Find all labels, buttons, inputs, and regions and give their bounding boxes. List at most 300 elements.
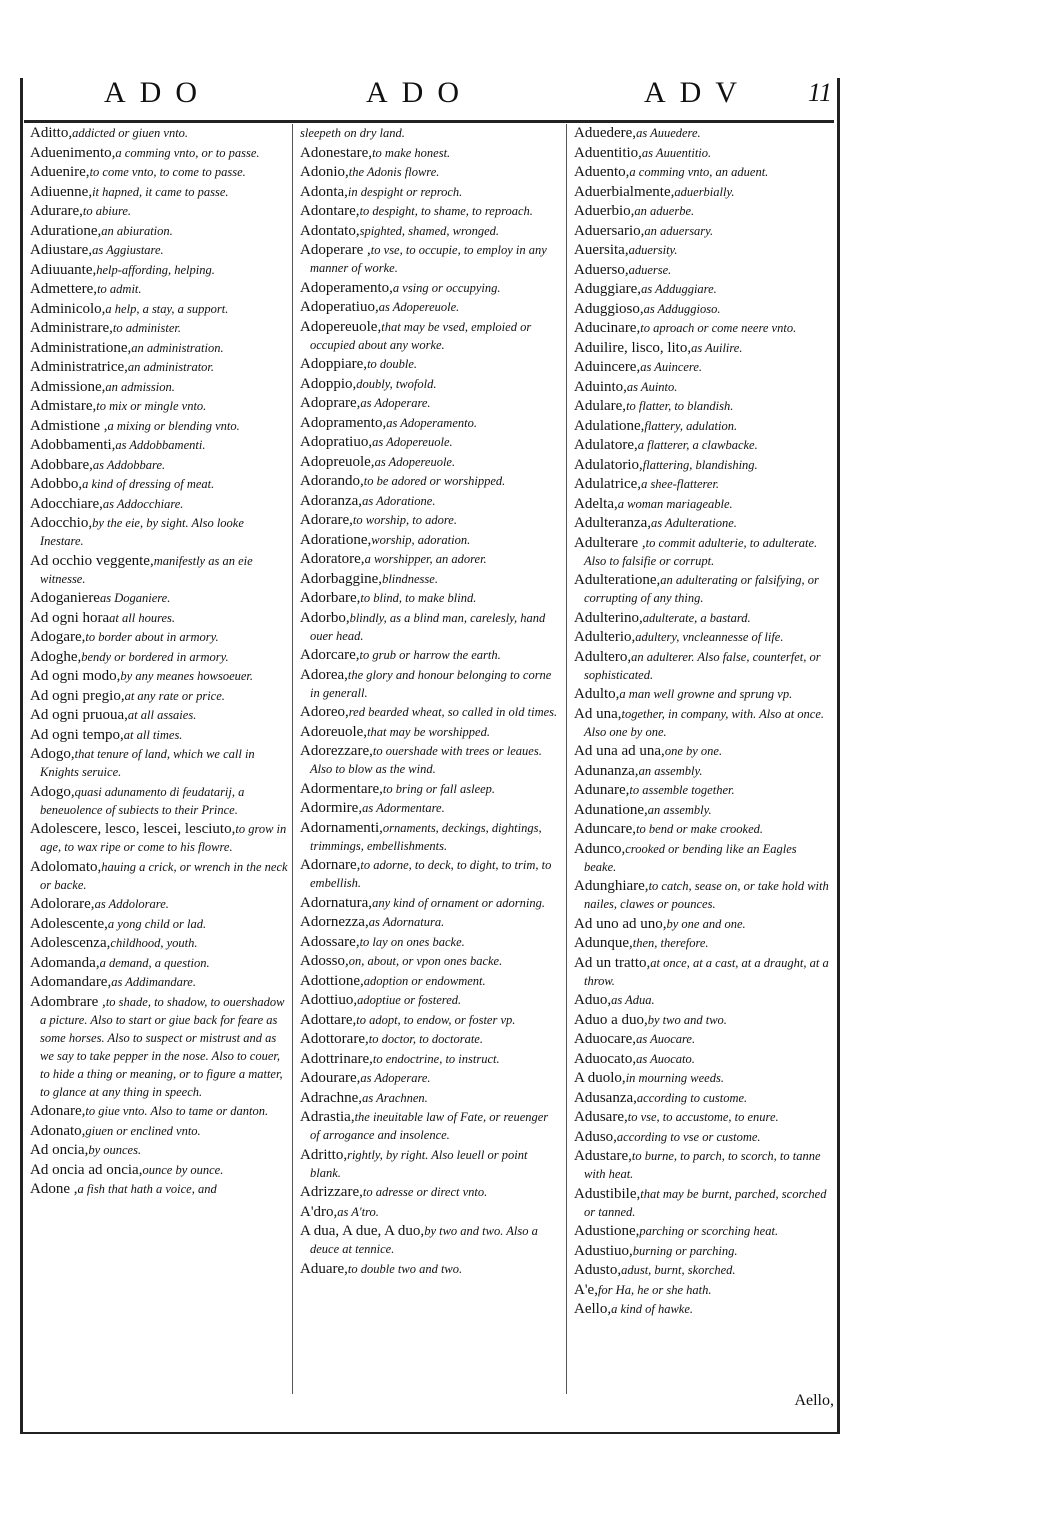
- entry-headword: A dua, A due, A duo,: [300, 1223, 425, 1239]
- dictionary-entry: [574, 1108, 830, 1126]
- entry-headword: Adulterino,: [574, 609, 643, 626]
- entry-definition: a help, a stay, a support.: [105, 301, 229, 316]
- entry-definition: that may be worshipped.: [367, 724, 490, 739]
- dictionary-entry: [300, 453, 558, 471]
- entry-headword: Ad una,: [574, 705, 622, 722]
- dictionary-entry: [574, 820, 830, 838]
- entry-definition: to lay on ones backe.: [359, 934, 465, 949]
- dictionary-entry: [574, 915, 830, 933]
- entry-definition: to flatter, to blandish.: [626, 399, 734, 413]
- entry-definition: that may be burnt, parched, scorched or tanned.: [584, 1186, 827, 1219]
- dictionary-entry: [574, 1281, 830, 1299]
- entry-definition: by the eie, by sight. Also looke Inestare.: [40, 516, 244, 548]
- entry-definition: blindnesse.: [382, 571, 438, 586]
- entry-headword: Administratione,: [30, 339, 132, 356]
- entry-headword: A duolo,: [574, 1070, 626, 1086]
- dictionary-entry: [300, 952, 558, 970]
- entry-headword: Adoreuole,: [300, 723, 368, 740]
- entry-definition: to vse, to accustome, to enure.: [627, 1110, 779, 1124]
- dictionary-entry: [30, 609, 288, 627]
- entry-definition: by ounces.: [88, 1143, 142, 1157]
- dictionary-entry: [300, 1108, 558, 1144]
- entry-headword: Ad occhio veggente,: [30, 552, 154, 569]
- entry-headword: Adorbo,: [300, 609, 350, 626]
- entry-definition: to burne, to parch, to scorch, to tanne with heat.: [584, 1149, 821, 1181]
- dictionary-entry: [300, 124, 558, 142]
- entry-definition: quasi adunamento di feudatarij, a beneuolence of subiects to their Prince.: [40, 784, 245, 817]
- entry-headword: Adoreo,: [300, 704, 349, 720]
- dictionary-entry: [300, 222, 558, 240]
- page-number: 11: [807, 78, 832, 107]
- entry-headword: Adornare,: [300, 857, 361, 873]
- entry-headword: Ad oncia,: [30, 1142, 89, 1158]
- entry-headword: Aduedere,: [574, 125, 637, 141]
- entry-headword: Adolescenza,: [30, 935, 111, 951]
- entry-headword: Adustare,: [574, 1148, 632, 1164]
- entry-headword: Adultero,: [574, 648, 632, 665]
- entry-headword: Adiustare,: [30, 242, 93, 258]
- dictionary-entry: [574, 417, 830, 435]
- entry-definition: a yong child or lad.: [107, 916, 207, 931]
- entry-definition: to ouershade with trees or leaues. Also to blow as the wind.: [310, 744, 542, 776]
- dictionary-entry: [30, 706, 288, 724]
- dictionary-entry: [574, 877, 830, 913]
- entry-definition: a man well growne and sprung vp.: [619, 687, 793, 701]
- entry-headword: Aello,: [574, 1301, 612, 1317]
- entry-headword: Aduggiare,: [574, 281, 642, 297]
- entry-headword: Adustiuo,: [574, 1242, 633, 1259]
- entry-headword: Adunatione,: [574, 801, 648, 818]
- dictionary-entry: [300, 163, 558, 181]
- entry-headword: Adormentare,: [300, 780, 383, 797]
- entry-definition: a demand, a question.: [99, 955, 210, 970]
- entry-definition: red bearded wheat, so called in old times.: [348, 705, 558, 719]
- entry-headword: Ad ogni tempo,: [30, 726, 124, 743]
- dictionary-entry: [300, 1011, 558, 1029]
- entry-definition: that tenure of land, which we call in Knights seruice.: [40, 747, 255, 779]
- entry-definition: as Auilire.: [691, 340, 743, 355]
- dictionary-entry: [30, 456, 288, 474]
- dictionary-entry: [574, 628, 830, 646]
- entry-definition: any kind of ornament or adorning.: [372, 895, 545, 910]
- dictionary-entry: [30, 300, 288, 318]
- entry-headword: Adulto,: [574, 686, 620, 702]
- dictionary-entry: [30, 222, 288, 240]
- entry-definition: to come vnto, to come to passe.: [89, 165, 246, 179]
- entry-definition: as Addobbare.: [92, 457, 166, 472]
- dictionary-entry: [30, 1102, 288, 1120]
- entry-definition: as Addimandare.: [111, 975, 196, 989]
- entry-definition: at all houres.: [109, 610, 176, 625]
- dictionary-entry: [574, 241, 830, 259]
- dictionary-entry: [30, 915, 288, 933]
- dictionary-entry: [30, 1141, 288, 1159]
- dictionary-entry: [574, 742, 830, 760]
- dictionary-entry: [574, 261, 830, 279]
- entry-definition: according to vse or custome.: [616, 1129, 761, 1144]
- dictionary-entry: [300, 933, 558, 951]
- dictionary-entry: [574, 514, 830, 532]
- dictionary-entry: [30, 514, 288, 550]
- dictionary-entry: [300, 894, 558, 912]
- entry-definition: to bend or make crooked.: [636, 822, 763, 836]
- dictionary-entry: [30, 280, 288, 298]
- entry-headword: Adolorare,: [30, 896, 95, 912]
- entry-headword: Adusto,: [574, 1262, 622, 1278]
- entry-definition: that may be vsed, emploied or occupied about any worke.: [310, 319, 532, 352]
- dictionary-entry: [574, 319, 830, 337]
- entry-definition: a worshipper, an adorer.: [364, 552, 487, 566]
- dictionary-entry: [300, 183, 558, 201]
- entry-definition: aduersity.: [628, 243, 678, 257]
- entry-headword: Aduento,: [574, 164, 630, 180]
- dictionary-entry: [30, 1122, 288, 1140]
- dictionary-entry: [574, 1011, 830, 1029]
- dictionary-entry: [30, 687, 288, 705]
- entry-headword: Adottrinare,: [300, 1050, 373, 1067]
- entry-definition: for Ha, he or she hath.: [597, 1282, 712, 1297]
- entry-headword: Adusanza,: [574, 1089, 637, 1106]
- entry-definition: adust, burnt, skorched.: [621, 1263, 736, 1277]
- dictionary-entry: [574, 1050, 830, 1068]
- entry-definition: to grow in age, to wax ripe or come to his flowre.: [40, 822, 287, 854]
- entry-headword: Adrizzare,: [300, 1184, 363, 1200]
- entry-definition: to blind, to make blind.: [360, 591, 477, 605]
- entry-definition: at all assaies.: [127, 708, 197, 722]
- dictionary-entry: [300, 1089, 558, 1107]
- entry-headword: Adonta,: [300, 183, 348, 200]
- entry-definition: to mix or mingle vnto.: [96, 399, 207, 413]
- entry-headword: Adustibile,: [574, 1185, 641, 1202]
- entry-headword: Adulatrice,: [574, 476, 642, 492]
- entry-headword: Admettere,: [30, 281, 98, 297]
- entry-headword: Adogo,: [30, 746, 75, 762]
- entry-headword: Adonio,: [300, 164, 349, 180]
- dictionary-entry: [30, 378, 288, 396]
- entry-definition: to administer.: [112, 321, 181, 335]
- dictionary-entry: [574, 705, 830, 741]
- entry-headword: Adusare,: [574, 1109, 628, 1125]
- dictionary-entry: [574, 1185, 830, 1221]
- entry-definition: a comming vnto, or to passe.: [115, 145, 260, 160]
- dictionary-entry: [300, 991, 558, 1009]
- entry-headword: Adosso,: [300, 953, 349, 969]
- entry-headword: Adrastia,: [300, 1109, 355, 1125]
- dictionary-entry: [300, 1260, 558, 1278]
- dictionary-entry: [574, 1089, 830, 1107]
- entry-headword: Adottiuo,: [300, 992, 358, 1008]
- dictionary-entry: [300, 394, 558, 412]
- entry-headword: Adoratione,: [300, 531, 372, 548]
- dictionary-entry: [574, 1069, 830, 1087]
- dictionary-entry: [300, 279, 558, 297]
- dictionary-entry: [300, 298, 558, 316]
- entry-definition: to doctor, to doctorate.: [368, 1032, 483, 1046]
- entry-headword: Ad una ad una,: [574, 743, 665, 759]
- dictionary-entry: [574, 358, 830, 376]
- entry-headword: Adobbamenti,: [30, 437, 116, 453]
- dictionary-entry: [300, 375, 558, 393]
- entry-headword: Adulare,: [574, 398, 627, 414]
- entry-headword: Aduo,: [574, 992, 612, 1008]
- entry-definition: to vse, to occupie, to employ in any manner of worke.: [310, 243, 547, 275]
- entry-definition: by two and two.: [647, 1012, 727, 1027]
- entry-headword: Adulatione,: [574, 417, 645, 434]
- entry-definition: hauing a crick, or wrench in the neck or backe.: [40, 859, 288, 892]
- dictionary-entry: [30, 319, 288, 337]
- entry-headword: Adopereuole,: [300, 318, 382, 335]
- entry-headword: Adoppio,: [300, 375, 357, 392]
- entry-headword: Adornezza,: [300, 914, 369, 930]
- entry-definition: rightly, by right. Also leuell or point blank.: [310, 1147, 528, 1180]
- entry-headword: Aduo a duo,: [574, 1011, 648, 1028]
- dictionary-entry: [300, 589, 558, 607]
- dictionary-entry: [574, 534, 830, 570]
- dictionary-entry: [300, 241, 558, 277]
- entry-definition: as Adopereuole.: [378, 300, 460, 314]
- dictionary-entry: [30, 973, 288, 991]
- entry-definition: as Auocato.: [636, 1051, 695, 1066]
- dictionary-entry: [30, 895, 288, 913]
- entry-definition: as Adopereuole.: [374, 454, 456, 469]
- dictionary-entry: [574, 1300, 830, 1318]
- entry-headword: Adoperare ,: [300, 242, 371, 258]
- entry-definition: adultery, vncleannesse of life.: [635, 630, 784, 644]
- entry-headword: Aduocare,: [574, 1031, 637, 1047]
- entry-definition: then, therefore.: [632, 936, 709, 950]
- dictionary-entry: [574, 781, 830, 799]
- dictionary-entry: [574, 648, 830, 684]
- entry-headword: A'e,: [574, 1281, 598, 1298]
- entry-headword: Adulterare ,: [574, 534, 646, 551]
- running-header: [24, 72, 834, 123]
- dictionary-entry: [30, 124, 288, 142]
- entry-headword: Adombrare ,: [30, 993, 106, 1010]
- entry-definition: a mixing or blending vnto.: [107, 418, 240, 433]
- entry-headword: Aduso,: [574, 1128, 617, 1145]
- dictionary-entry: [300, 492, 558, 510]
- entry-definition: to giue vnto. Also to tame or danton.: [85, 1104, 269, 1118]
- entry-headword: Adorea,: [300, 666, 348, 683]
- entry-headword: Adottorare,: [300, 1031, 369, 1047]
- entry-headword: Adorbare,: [300, 590, 361, 606]
- entry-headword: Adunare,: [574, 782, 630, 798]
- entry-definition: as Addocchiare.: [102, 496, 184, 511]
- dictionary-entry: [300, 703, 558, 721]
- dictionary-entry: [300, 972, 558, 990]
- entry-definition: it hapned, it came to passe.: [92, 184, 229, 199]
- entry-definition: parching or scorching heat.: [639, 1224, 779, 1238]
- dictionary-entry: [574, 609, 830, 627]
- dictionary-entry: [30, 241, 288, 259]
- entry-headword: Administratrice,: [30, 359, 128, 375]
- entry-definition: as Adoperare.: [360, 1071, 431, 1085]
- entry-definition: ounce by ounce.: [142, 1162, 224, 1177]
- entry-definition: as Adua.: [611, 993, 655, 1007]
- dictionary-entry: [300, 913, 558, 931]
- entry-headword: Aduerbialmente,: [574, 183, 675, 200]
- dictionary-entry: [574, 1147, 830, 1183]
- entry-definition: by two and two. Also a deuce at tennice.: [310, 1224, 538, 1256]
- entry-definition: to bring or fall asleep.: [382, 781, 496, 796]
- entry-headword: Adulterio,: [574, 629, 636, 645]
- entry-definition: aduerse.: [628, 262, 672, 277]
- entry-headword: Adulatorio,: [574, 456, 643, 473]
- entry-definition: to grub or harrow the earth.: [359, 648, 501, 662]
- entry-definition: an assembly.: [647, 802, 712, 817]
- entry-headword: Administrare,: [30, 320, 113, 336]
- entry-definition: as Addolorare.: [94, 897, 169, 911]
- dictionary-entry: [300, 355, 558, 373]
- entry-definition: as Addobbamenti.: [115, 438, 206, 452]
- entry-definition: an abiuration.: [101, 223, 173, 238]
- entry-headword: Adorare,: [300, 512, 353, 528]
- dictionary-entry: [300, 433, 558, 451]
- entry-definition: an adulterer. Also false, counterfet, or sophisticated.: [584, 649, 821, 682]
- dictionary-entry: [30, 144, 288, 162]
- entry-headword: Adomanda,: [30, 954, 100, 971]
- dictionary-entry: [574, 495, 830, 513]
- entry-headword: Adustione,: [574, 1223, 640, 1239]
- entry-headword: Adobbo,: [30, 476, 83, 492]
- dictionary-entry: [574, 280, 830, 298]
- dictionary-entry: [574, 685, 830, 703]
- entry-definition: to adopt, to endow, or foster vp.: [356, 1012, 516, 1027]
- dictionary-entry: [30, 954, 288, 972]
- entry-headword: Aduerso,: [574, 261, 629, 278]
- entry-headword: Aduersario,: [574, 222, 645, 239]
- entry-headword: Aduare,: [300, 1260, 348, 1277]
- entry-definition: burning or parching.: [632, 1243, 738, 1258]
- entry-headword: Aduocato,: [574, 1050, 637, 1067]
- entry-headword: Adoppiare,: [300, 356, 368, 372]
- entry-definition: childhood, youth.: [110, 936, 198, 950]
- entry-definition: to despight, to shame, to reproach.: [359, 204, 533, 218]
- entry-headword: Aduenimento,: [30, 144, 116, 161]
- entry-definition: to double.: [367, 357, 418, 371]
- entry-headword: Adunghiare,: [574, 878, 649, 894]
- entry-definition: to assemble together.: [629, 783, 735, 797]
- entry-definition: at once, at a cast, at a draught, at a throw.: [584, 955, 829, 988]
- dictionary-entry: [30, 726, 288, 744]
- entry-headword: Adulteratione,: [574, 572, 661, 588]
- entry-headword: Aducinare,: [574, 320, 641, 336]
- entry-headword: Ad ogni modo,: [30, 668, 121, 684]
- dictionary-entry: [30, 495, 288, 513]
- dictionary-column-3: [574, 124, 830, 1320]
- entry-headword: Adocchio,: [30, 515, 93, 531]
- entry-headword: Adocchiare,: [30, 495, 103, 512]
- entry-headword: Aditto,: [30, 125, 73, 141]
- entry-headword: Aduncare,: [574, 821, 637, 837]
- entry-headword: Ad ogni hora: [30, 609, 110, 626]
- entry-headword: Aduggioso,: [574, 300, 644, 317]
- entry-headword: Adoratore,: [300, 551, 365, 567]
- entry-definition: as Adoperamento.: [386, 415, 477, 430]
- entry-headword: Admissione,: [30, 378, 106, 395]
- entry-headword: Adolescere, lesco, lescei, lesciuto,: [30, 821, 236, 837]
- entry-headword: Adiuenne,: [30, 183, 93, 200]
- dictionary-entry: [300, 570, 558, 588]
- dictionary-entry: [574, 1242, 830, 1260]
- entry-headword: Adulatore,: [574, 437, 638, 453]
- entry-headword: Aduincere,: [574, 359, 641, 375]
- dictionary-entry: [574, 202, 830, 220]
- entry-definition: flattering, blandishing.: [642, 457, 758, 472]
- dictionary-entry: [300, 472, 558, 490]
- entry-headword: A'dro,: [300, 1203, 338, 1220]
- entry-headword: Adonato,: [30, 1122, 86, 1139]
- dictionary-entry: [300, 1183, 558, 1201]
- entry-definition: the glory and honour belonging to corne in generall.: [310, 667, 552, 700]
- dictionary-entry: [300, 780, 558, 798]
- entry-definition: adulterate, a bastard.: [642, 610, 751, 625]
- entry-headword: Adogo,: [30, 783, 75, 800]
- dictionary-column-2: [300, 124, 558, 1279]
- entry-definition: in mourning weeds.: [625, 1071, 724, 1085]
- entry-definition: a woman mariageable.: [617, 496, 733, 511]
- entry-definition: to aproach or come neere vnto.: [640, 321, 797, 335]
- entry-headword: Adolomato,: [30, 858, 102, 875]
- entry-definition: a comming vnto, an aduent.: [629, 165, 769, 179]
- entry-headword: Adone ,: [30, 1181, 78, 1197]
- entry-definition: the ineuitable law of Fate, or reuenger of arrogance and insolence.: [310, 1110, 549, 1142]
- entry-headword: Adunco,: [574, 840, 626, 857]
- dictionary-entry: [300, 202, 558, 220]
- entry-definition: giuen or enclined vnto.: [85, 1123, 201, 1138]
- dictionary-entry: [574, 397, 830, 415]
- entry-headword: Adunque,: [574, 935, 633, 951]
- dictionary-entry: [300, 856, 558, 892]
- entry-headword: Admistare,: [30, 398, 97, 414]
- entry-headword: Adorbaggine,: [300, 570, 383, 587]
- entry-definition: as Doganiere.: [99, 591, 171, 605]
- entry-definition: according to custome.: [636, 1090, 748, 1105]
- dictionary-entry: [300, 799, 558, 817]
- dictionary-entry: [574, 840, 830, 876]
- entry-headword: Adormire,: [300, 800, 363, 816]
- entry-definition: an administration.: [131, 340, 224, 355]
- dictionary-entry: [30, 745, 288, 781]
- entry-definition: adoptiue or fostered.: [357, 993, 462, 1007]
- entry-headword: Adiuuante,: [30, 261, 97, 278]
- entry-headword: Adonare,: [30, 1103, 86, 1119]
- entry-headword: Aduratione,: [30, 222, 102, 239]
- dictionary-entry: [574, 144, 830, 162]
- entry-definition: bendy or bordered in armory.: [81, 649, 229, 664]
- dictionary-entry: [30, 820, 288, 856]
- entry-definition: a fish that hath a voice, and: [77, 1182, 217, 1196]
- dictionary-entry: [574, 571, 830, 607]
- catchword: Aello,: [794, 1392, 834, 1409]
- entry-definition: a kind of hawke.: [611, 1302, 694, 1316]
- entry-definition: an aduerbe.: [634, 204, 695, 218]
- entry-definition: blindly, as a blind man, carelesly, hand ouer head.: [310, 610, 546, 643]
- dictionary-entry: [300, 1203, 558, 1221]
- entry-definition: as Adormentare.: [362, 801, 445, 815]
- entry-definition: on, about, or vpon ones backe.: [348, 954, 503, 968]
- entry-definition: worship, adoration.: [371, 532, 471, 547]
- entry-definition: manifestly as an eie witnesse.: [40, 553, 253, 586]
- entry-definition: as Adornatura.: [368, 915, 445, 929]
- entry-definition: one by one.: [664, 744, 723, 758]
- entry-headword: Adoperatiuo,: [300, 299, 379, 315]
- entry-definition: a flatterer, a clawbacke.: [637, 438, 758, 452]
- entry-headword: Ad oncia ad oncia,: [30, 1161, 143, 1178]
- entry-definition: aduerbially.: [674, 184, 735, 199]
- dictionary-entry: [30, 163, 288, 181]
- dictionary-entry: [574, 934, 830, 952]
